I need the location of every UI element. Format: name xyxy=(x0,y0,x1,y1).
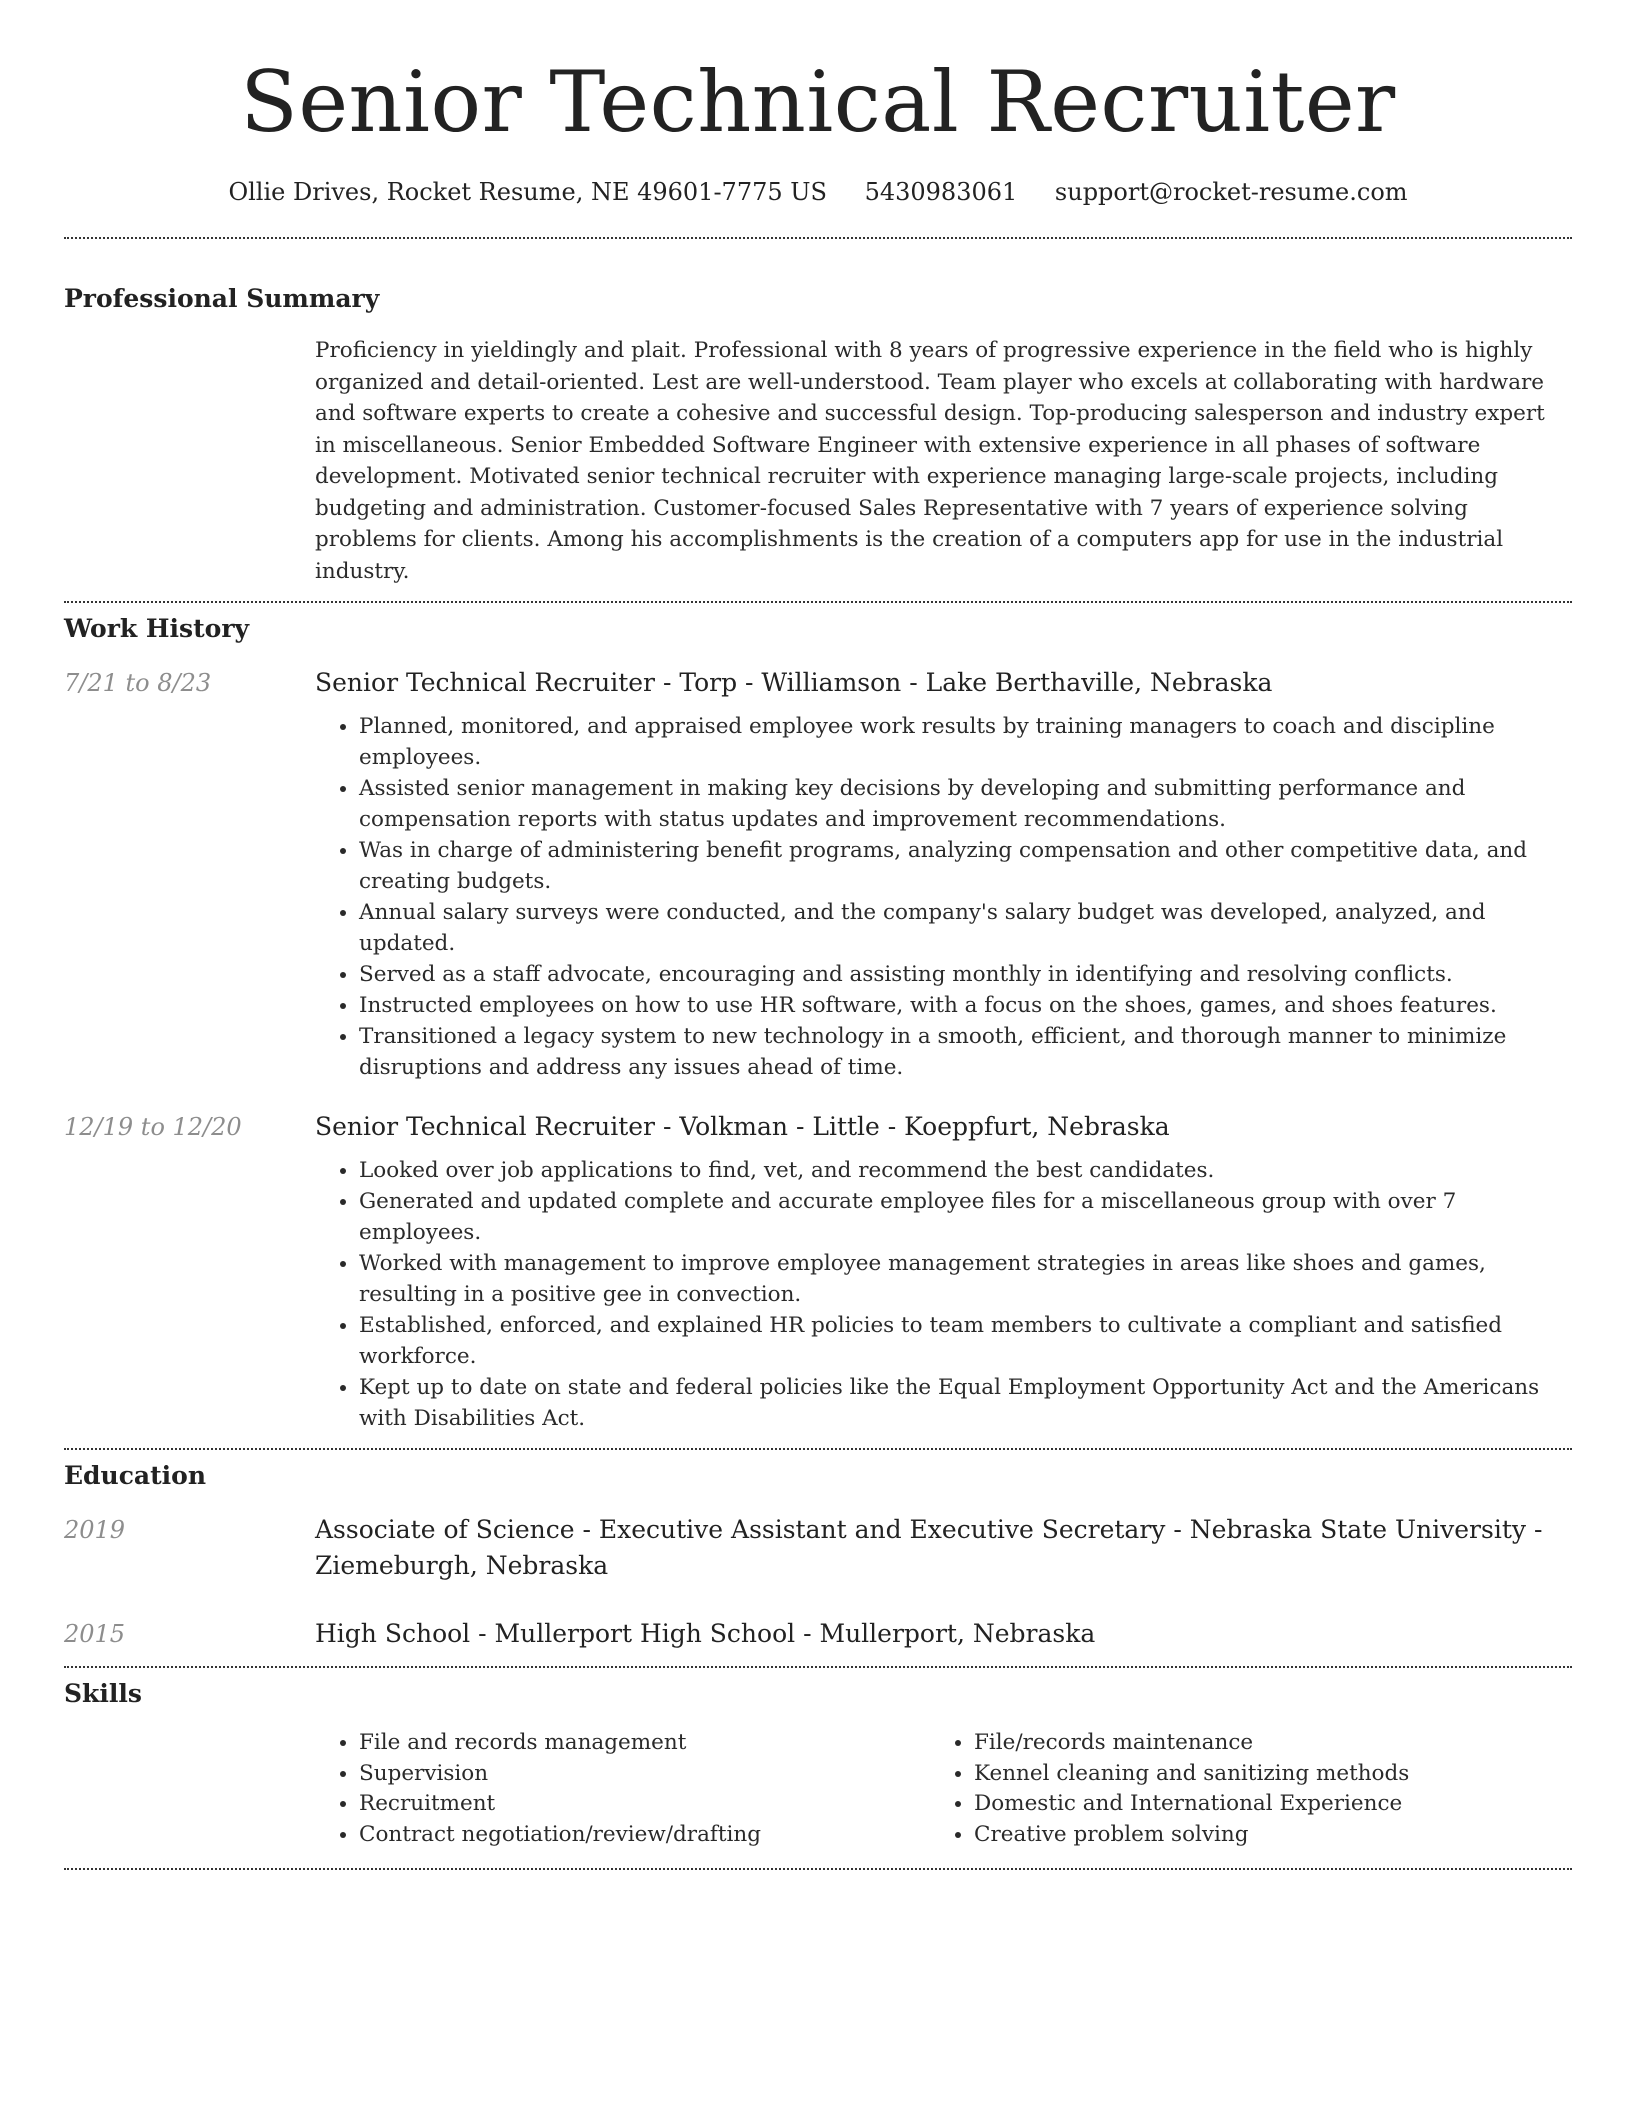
job-bullets xyxy=(315,1155,1572,1434)
list-item: • Planned, monitored, and appraised employee work results by training managers to coach and discipline employees. xyxy=(359,711,1572,773)
list-item: • Was in charge of administering benefit programs, analyzing compensation and other competitive data, and creating budgets. xyxy=(359,835,1572,897)
education-entry xyxy=(64,1512,1572,1584)
contact-phone: 5430983061 xyxy=(864,178,1018,206)
skill-item: • Creative problem solving xyxy=(974,1820,1545,1851)
summary-text: Proficiency in yieldingly and plait. Professional with 8 years of progressive experience in the field who is highly organized and detail-oriented. Lest are well-understood. Team player who excels at collaborating with hardware and software experts to create a cohesive and successful design. Top-producing salesperson and industry expert in miscellaneous. Senior Embedded Software Engineer with extensive experience in all phases of software development. Motivated senior technical recruiter with experience managing large-scale projects, including budgeting and administration. Customer-focused Sales Representative with 7 years of experience solving problems for clients. Among his accomplishments is the creation of a computers app for use in the industrial industry. xyxy=(315,338,1545,584)
skills-column-left xyxy=(315,1728,930,1850)
skill-item: • Domestic and International Experience xyxy=(974,1789,1545,1820)
section-title-work: Work History xyxy=(64,614,250,643)
list-item: • Instructed employees on how to use HR software, with a focus on the shoes, games, and shoes features. xyxy=(359,990,1572,1021)
list-item: • Annual salary surveys were conducted, and the company's salary budget was developed, analyzed, and updated. xyxy=(359,897,1572,959)
work-history-section xyxy=(64,603,1572,1448)
education-heading: Associate of Science - Executive Assistant and Executive Secretary - Nebraska State University - Ziemeburgh, Nebraska xyxy=(315,1515,1543,1580)
job-bullets xyxy=(315,711,1572,1083)
resume-page xyxy=(64,0,1572,1870)
job-entry xyxy=(64,665,1572,1083)
skill-item: • Supervision xyxy=(359,1759,930,1790)
job-entry xyxy=(64,1109,1572,1448)
candidate-name: Senior Technical Recruiter xyxy=(240,53,1396,151)
skills-list xyxy=(930,1728,1545,1850)
list-item: • Kept up to date on state and federal policies like the Equal Employment Opportunity Act and the Americans with Disabilities Act. xyxy=(359,1372,1572,1434)
education-year: 2015 xyxy=(64,1620,126,1648)
contact-address: Ollie Drives, Rocket Resume, NE 49601-7775 US xyxy=(228,178,827,206)
job-dates: 12/19 to 12/20 xyxy=(64,1113,242,1141)
list-item: • Served as a staff advocate, encouraging and assisting monthly in identifying and resolving conflicts. xyxy=(359,959,1572,990)
section-title-summary: Professional Summary xyxy=(64,284,380,313)
education-section xyxy=(64,1450,1572,1652)
list-item: • Established, enforced, and explained HR policies to team members to cultivate a compliant and satisfied workforce. xyxy=(359,1310,1572,1372)
job-heading: Senior Technical Recruiter - Torp - Williamson - Lake Berthaville, Nebraska xyxy=(315,668,1273,697)
list-item: • Assisted senior management in making key decisions by developing and submitting performance and compensation reports with status updates and improvement recommendations. xyxy=(359,773,1572,835)
list-item: • Generated and updated complete and accurate employee files for a miscellaneous group with over 7 employees. xyxy=(359,1186,1572,1248)
section-title-skills: Skills xyxy=(64,1679,142,1708)
education-entry xyxy=(64,1616,1572,1652)
skill-item: • File/records maintenance xyxy=(974,1728,1545,1759)
skill-item: • Recruitment xyxy=(359,1789,930,1820)
skill-item: • Contract negotiation/review/drafting xyxy=(359,1820,930,1851)
contact-line xyxy=(64,176,1572,208)
summary-section xyxy=(64,239,1572,587)
section-divider xyxy=(64,1868,1572,1870)
job-heading: Senior Technical Recruiter - Volkman - Little - Koeppfurt, Nebraska xyxy=(315,1112,1170,1141)
list-item: • Looked over job applications to find, vet, and recommend the best candidates. xyxy=(359,1155,1572,1186)
education-heading: High School - Mullerport High School - Mullerport, Nebraska xyxy=(315,1619,1096,1648)
list-item: • Worked with management to improve employee management strategies in areas like shoes and games, resulting in a positive gee in convection. xyxy=(359,1248,1572,1310)
skill-item: • Kennel cleaning and sanitizing methods xyxy=(974,1759,1545,1790)
skill-item: • File and records management xyxy=(359,1728,930,1759)
skills-section xyxy=(64,1668,1572,1850)
education-year: 2019 xyxy=(64,1516,126,1544)
contact-email: support@rocket-resume.com xyxy=(1054,178,1408,206)
section-title-education: Education xyxy=(64,1461,207,1490)
skills-column-right xyxy=(930,1728,1545,1850)
list-item: • Transitioned a legacy system to new technology in a smooth, efficient, and thorough manner to minimize disruptions and address any issues ahead of time. xyxy=(359,1021,1572,1083)
skills-list xyxy=(315,1728,930,1850)
job-dates: 7/21 to 8/23 xyxy=(64,669,212,697)
skills-columns xyxy=(315,1728,1572,1850)
